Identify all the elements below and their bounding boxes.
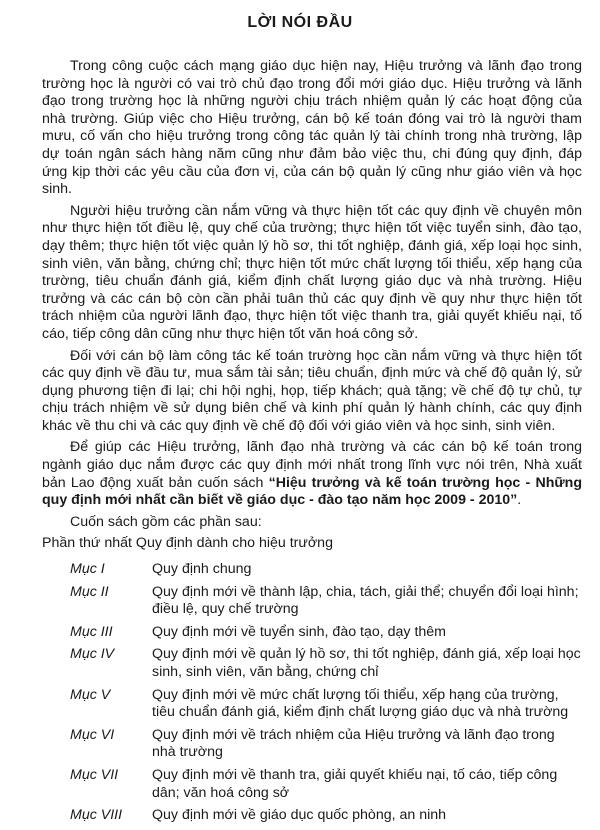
section-label: Mục VII bbox=[70, 766, 119, 783]
section-row bbox=[42, 584, 582, 619]
section-label: Mục V bbox=[70, 686, 111, 703]
sections-intro: Cuốn sách gồm các phần sau: bbox=[70, 513, 262, 530]
section-row bbox=[42, 646, 582, 681]
section-row bbox=[42, 561, 582, 579]
section-label: Mục I bbox=[70, 561, 105, 578]
paragraph-4-prefix: Để giúp các Hiệu trưởng, lãnh đạo nhà trường và các cán bộ kế toán trong ngành giáo dục nắm được các quy định mới nhất trong lĩnh vực nói trên, Nhà xuất bản Lao động xuất bản cuốn sách bbox=[42, 439, 582, 491]
page-title: LỜI NÓI ĐẦU bbox=[247, 14, 353, 31]
paragraph-1: Trong công cuộc cách mạng giáo dục hiện nay, Hiệu trưởng và lãnh đạo trong trường học là người có vai trò chủ đạo trong đổi mới giáo dục. Hiệu trưởng và lãnh đạo trong trường học là những người chịu trách nhiệm quản lý các hoạt động của nhà trường. Giúp việc cho Hiệu trưởng, cán bộ kế toán đóng vai trò là người tham mưu, cố vấn cho hiệu trưởng trong công tác quản lý tài chính trong nhà trường, lập dự toán ngân sách hàng năm cũng như đảm bảo việc thu, chi đúng quy định, đáp ứng kịp thời các yêu cầu của đơn vị, của cán bộ quản lý cũng như giáo viên và học sinh. bbox=[42, 58, 582, 198]
section-text: Quy định chung bbox=[152, 561, 252, 578]
sections-list bbox=[42, 561, 582, 825]
section-text: Quy định mới về tuyển sinh, đào tạo, dạy thêm bbox=[152, 623, 447, 640]
section-label: Mục VIII bbox=[70, 807, 123, 824]
section-text: Quy định mới về giáo dục quốc phòng, an ninh bbox=[152, 807, 447, 824]
section-label: Mục IV bbox=[70, 646, 115, 663]
paragraph-2: Người hiệu trưởng cần nắm vững và thực hiện tốt các quy định về chuyên môn như thực hiện tốt điều lệ, quy chế của trường; thực hiện tốt việc tuyển sinh, đào tạo, dạy thêm; thực hiện tốt việc quản lý hồ sơ, thi tốt nghiệp, đánh giá, xếp loại học sinh, sinh viên, văn bằng, chứng chỉ; thực hiện tốt mức chất lượng tối thiểu, xếp hạng của trường, tiêu chuẩn đánh giá, kiểm định chất lượng giáo dục và nhà trường. Hiệu trưởng và các cán bộ còn cần phải tuân thủ các quy định về quy như thực hiện tốt trách nhiệm của người lãnh đạo, thực hiện tốt việc thanh tra, giải quyết khiếu nại, tố cáo, tiếp công dân cũng như thực hiện tốt văn hoá công sở. bbox=[42, 202, 582, 342]
section-row bbox=[42, 624, 582, 642]
section-row bbox=[42, 807, 582, 825]
section-text: Quy định mới về thanh tra, giải quyết khiếu nại, tố cáo, tiếp công dân; văn hoá công sở bbox=[152, 766, 558, 801]
section-text: Quy định mới về mức chất lượng tối thiểu, xếp hạng của trường, tiêu chuẩn đánh giá, kiểm định chất lượng giáo dục và nhà trường bbox=[152, 686, 569, 721]
section-label: Mục III bbox=[70, 623, 113, 640]
section-row bbox=[42, 767, 582, 802]
section-text: Quy định mới về trách nhiệm của Hiệu trưởng và lãnh đạo trong nhà trường bbox=[152, 726, 555, 761]
section-label: Mục VI bbox=[70, 726, 115, 743]
section-row bbox=[42, 727, 582, 762]
section-text: Quy định mới về thành lập, chia, tách, giải thể; chuyển đổi loại hình; điều lệ, quy chế trường bbox=[152, 583, 579, 618]
section-row bbox=[42, 687, 582, 722]
section-label: Mục II bbox=[70, 583, 109, 600]
paragraph-4-suffix: . bbox=[517, 492, 522, 509]
section-text: Quy định mới về quản lý hồ sơ, thi tốt nghiệp, đánh giá, xếp loại học sinh, sinh viên, văn bằng, chứng chỉ bbox=[152, 646, 581, 680]
book-title: “Hiệu trưởng và kế toán trường học - Những quy định mới nhất cần biết về giáo dục - đào tạo năm học 2009 - 2010” bbox=[42, 474, 582, 509]
paragraph-4 bbox=[42, 439, 582, 509]
part-one-heading: Phần thứ nhất Quy định dành cho hiệu trưởng bbox=[42, 535, 333, 552]
paragraph-3: Đối với cán bộ làm công tác kế toán trường học cần nắm vững và thực hiện tốt các quy định về đầu tư, mua sắm tài sản; tiêu chuẩn, định mức và chế độ quản lý, sử dụng phương tiện đi lại; chi hội nghị, họp, tiếp khách; quà tặng; về chế độ tự chủ, tự chịu trách nhiệm về sử dụng biên chế và kinh phí quản lý hành chính, các quy định khác về thu chi và các quy định về chế độ đối với giáo viên và học sinh, sinh viên. bbox=[42, 347, 582, 434]
body-text bbox=[42, 58, 582, 830]
